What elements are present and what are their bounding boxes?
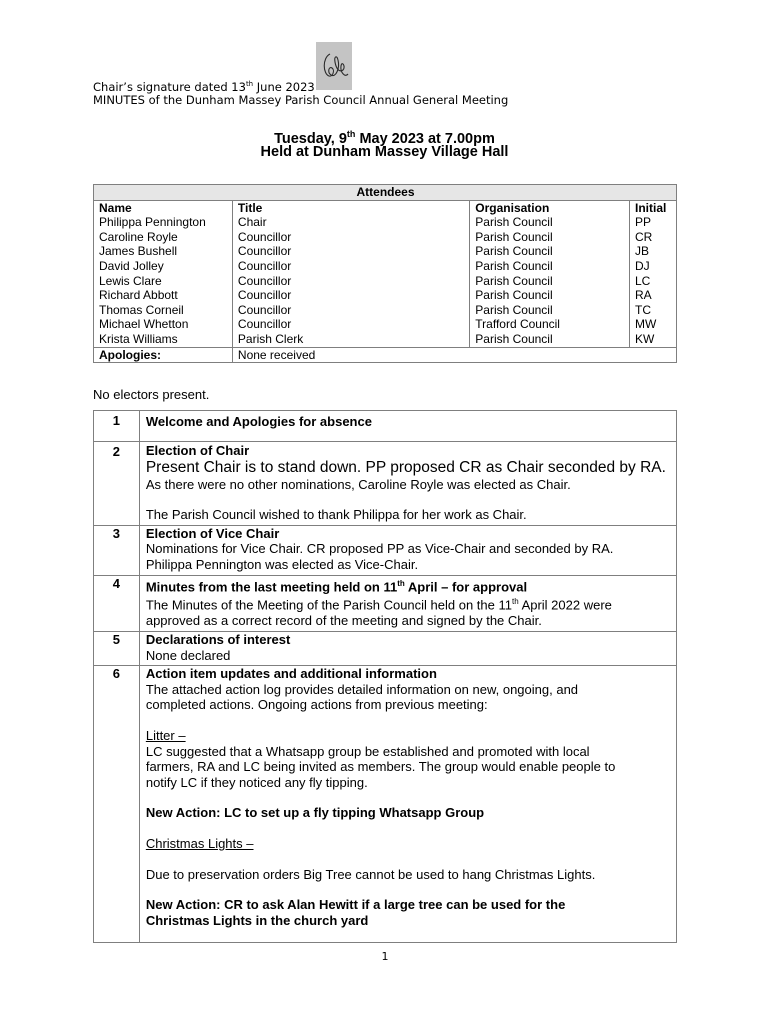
item-number: 5 — [94, 632, 140, 666]
attendee-title: Councillor — [232, 288, 469, 303]
new-action: Christmas Lights in the church yard — [145, 912, 369, 928]
item-number: 2 — [94, 442, 140, 526]
item-text: Present Chair is to stand down. PP proposed CR as Chair seconded by RA. — [145, 458, 666, 476]
agenda-item — [94, 525, 677, 575]
attendees-header-row — [94, 200, 677, 215]
attendee-name: David Jolley — [94, 259, 233, 274]
agenda-table — [93, 410, 677, 943]
item-number: 1 — [94, 411, 140, 442]
attendee-initial: MW — [630, 317, 677, 332]
item-title: Action item updates and additional information — [145, 666, 437, 682]
attendee-name: Michael Whetton — [94, 317, 233, 332]
attendee-organisation: Parish Council — [470, 244, 630, 259]
item-number: 6 — [94, 666, 140, 943]
attendee-initial: JB — [630, 244, 677, 259]
attendee-name: Krista Williams — [94, 332, 233, 347]
column-header: Title — [232, 200, 469, 215]
item-text: Nominations for Vice Chair. CR proposed PP as Vice-Chair and seconded by RA. — [145, 541, 614, 557]
apologies-label: Apologies: — [94, 347, 233, 363]
item-text: completed actions. Ongoing actions from previous meeting: — [145, 697, 488, 713]
attendee-organisation: Trafford Council — [470, 317, 630, 332]
attendee-title: Councillor — [232, 259, 469, 274]
attendee-row — [94, 317, 677, 332]
attendee-title: Councillor — [232, 230, 469, 245]
item-number: 4 — [94, 575, 140, 631]
attendee-name: Caroline Royle — [94, 230, 233, 245]
item-title: Election of Chair — [145, 443, 250, 458]
attendee-row — [94, 274, 677, 289]
litter-heading: Litter – — [145, 727, 186, 743]
attendee-name: Richard Abbott — [94, 288, 233, 303]
agenda-item — [94, 442, 677, 526]
agenda-item — [94, 632, 677, 666]
meeting-venue: Held at Dunham Massey Village Hall — [260, 144, 509, 160]
item-text: Philippa Pennington was elected as Vice-Chair. — [145, 556, 419, 572]
meeting-date: Tuesday, 9th May 2023 at 7.00pm — [274, 129, 495, 147]
new-action: New Action: CR to ask Alan Hewitt if a large tree can be used for the — [145, 897, 566, 913]
attendee-name: Thomas Corneil — [94, 303, 233, 318]
attendee-initial: LC — [630, 274, 677, 289]
item-title: Welcome and Apologies for absence — [145, 414, 372, 429]
attendee-title: Councillor — [232, 244, 469, 259]
column-header: Name — [94, 200, 233, 215]
column-header: Organisation — [470, 200, 630, 215]
minutes-heading: MINUTES of the Dunham Massey Parish Council Annual General Meeting — [93, 93, 509, 107]
electors-note: No electors present. — [93, 387, 210, 402]
item-title: Declarations of interest — [145, 632, 291, 647]
agenda-item — [94, 411, 677, 442]
attendee-initial: PP — [630, 215, 677, 230]
agenda-item — [94, 666, 677, 943]
page-number: 1 — [381, 950, 389, 963]
apologies-row — [94, 347, 677, 363]
apologies-value: None received — [232, 347, 676, 363]
attendee-title: Parish Clerk — [232, 332, 469, 347]
item-text: LC suggested that a Whatsapp group be established and promoted with local — [145, 743, 590, 759]
attendee-organisation: Parish Council — [470, 303, 630, 318]
attendee-row — [94, 244, 677, 259]
attendee-initial: KW — [630, 332, 677, 347]
attendee-title: Councillor — [232, 317, 469, 332]
item-title: Election of Vice Chair — [145, 525, 280, 541]
item-text: Due to preservation orders Big Tree cannot be used to hang Christmas Lights. — [145, 866, 596, 882]
attendee-organisation: Parish Council — [470, 230, 630, 245]
item-number: 3 — [94, 525, 140, 575]
attendee-initial: CR — [630, 230, 677, 245]
attendee-row — [94, 288, 677, 303]
item-text: As there were no other nominations, Caroline Royle was elected as Chair. — [145, 476, 571, 492]
attendee-row — [94, 215, 677, 230]
attendee-name: Philippa Pennington — [94, 215, 233, 230]
attendee-title: Chair — [232, 215, 469, 230]
attendee-row — [94, 332, 677, 347]
attendee-organisation: Parish Council — [470, 274, 630, 289]
item-text: approved as a correct record of the meeting and signed by the Chair. — [145, 613, 542, 629]
attendee-initial: RA — [630, 288, 677, 303]
item-text: The Parish Council wished to thank Philippa for her work as Chair. — [145, 507, 527, 523]
attendee-organisation: Parish Council — [470, 332, 630, 347]
attendee-title: Councillor — [232, 303, 469, 318]
attendee-title: Councillor — [232, 274, 469, 289]
item-title: Minutes from the last meeting held on 11th April – for approval — [145, 578, 528, 594]
attendee-row — [94, 230, 677, 245]
attendee-row — [94, 259, 677, 274]
new-action: New Action: LC to set up a fly tipping Whatsapp Group — [145, 805, 485, 821]
attendees-table — [93, 184, 677, 363]
signature-date-line: Chair’s signature dated 13th June 2023 — [93, 79, 315, 94]
item-text: The attached action log provides detailed information on new, ongoing, and — [145, 681, 579, 697]
attendee-organisation: Parish Council — [470, 215, 630, 230]
chair-signature-image — [316, 42, 352, 90]
christmas-lights-heading: Christmas Lights – — [145, 835, 254, 851]
attendee-organisation: Parish Council — [470, 259, 630, 274]
attendee-organisation: Parish Council — [470, 288, 630, 303]
item-text: None declared — [145, 647, 231, 663]
column-header: Initial — [630, 200, 677, 215]
attendee-initial: DJ — [630, 259, 677, 274]
attendees-caption: Attendees — [94, 185, 677, 201]
attendee-name: James Bushell — [94, 244, 233, 259]
item-text: notify LC if they noticed any fly tipping. — [145, 774, 368, 790]
item-text: farmers, RA and LC being invited as members. The group would enable people to — [145, 759, 616, 775]
attendee-initial: TC — [630, 303, 677, 318]
agenda-item — [94, 575, 677, 631]
attendee-name: Lewis Clare — [94, 274, 233, 289]
item-text: The Minutes of the Meeting of the Parish Council held on the 11th April 2022 were — [145, 597, 612, 613]
attendee-row — [94, 303, 677, 318]
